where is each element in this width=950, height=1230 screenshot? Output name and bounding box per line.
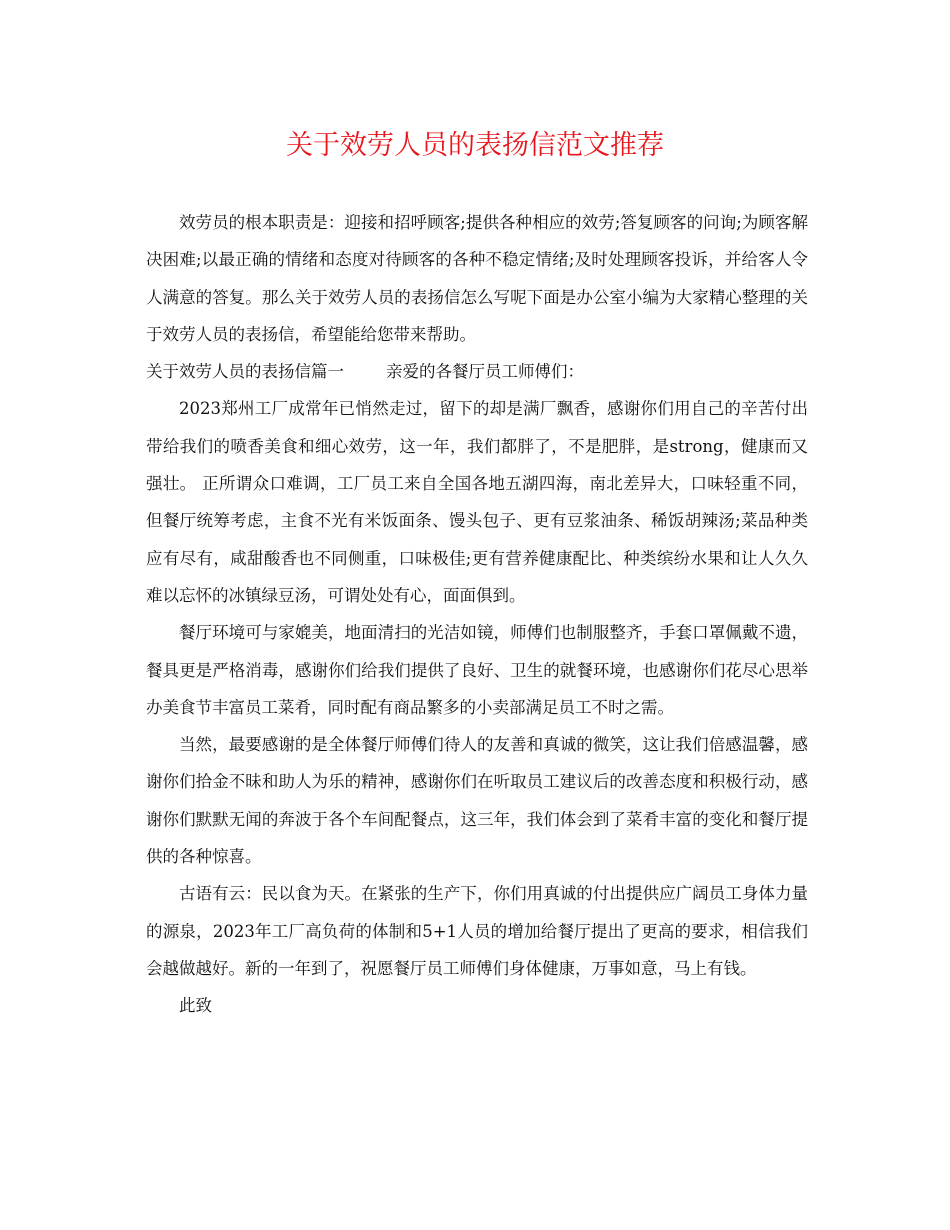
body-paragraph-3: 当然，最要感谢的是全体餐厅师傅们待人的友善和真诚的微笑，这让我们倍感温馨，感谢你们拾金不昧和助人为乐的精神，感谢你们在听取员工建议后的改善态度和积极行动，感谢你们默默无闻的奔波于各个车间配餐点，这三年，我们体会到了菜肴丰富的变化和餐厅提供的各种惊喜。: [146, 735, 808, 867]
document-body: [146, 204, 808, 1025]
section-heading: 关于效劳人员的表扬信篇一: [146, 362, 344, 382]
document-title: 关于效劳人员的表扬信范文推荐: [286, 130, 664, 161]
intro-paragraph: 效劳员的根本职责是：迎接和招呼顾客;提供各种相应的效劳;答复顾客的问询;为顾客解决困难;以最正确的情绪和态度对待顾客的各种不稳定情绪;及时处理顾客投诉，并给客人令人满意的答复。那么关于效劳人员的表扬信怎么写呢下面是办公室小编为大家精心整理的关于效劳人员的表扬信，希望能给您带来帮助。: [146, 213, 808, 344]
closing-line: 此致: [179, 996, 212, 1016]
salutation: 亲爱的各餐厅员工师傅们：: [386, 362, 584, 382]
body-paragraph-4: 古语有云：民以食为天。在紧张的生产下，你们用真诚的付出提供应广阔员工身体力量的源泉，2023年工厂高负荷的体制和5+1人员的增加给餐厅提出了更高的要求，相信我们会越做越好。新的一年到了，祝愿餐厅员工师傅们身体健康，万事如意，马上有钱。: [146, 884, 808, 978]
body-paragraph-1: 2023郑州工厂成常年已悄然走过，留下的却是满厂飘香，感谢你们用自己的辛苦付出带给我们的喷香美食和细心效劳，这一年，我们都胖了，不是肥胖，是strong，健康而又强壮。 正所谓众口难调，工厂员工来自全国各地五湖四海，南北差异大，口味轻重不同，但餐厅统筹考虑，主食不光有米饭面条、馒头包子、更有豆浆油条、稀饭胡辣汤;菜品种类应有尽有，咸甜酸香也不同侧重，口味极佳;更有营养健康配比、种类缤纷水果和让人久久难以忘怀的冰镇绿豆汤，可谓处处有心，面面俱到。: [146, 399, 808, 605]
section-heading-line: [146, 353, 808, 390]
body-paragraph-2: 餐厅环境可与家媲美，地面清扫的光洁如镜，师傅们也制服整齐，手套口罩佩戴不遗，餐具更是严格消毒，感谢你们给我们提供了良好、卫生的就餐环境，也感谢你们花尽心思举办美食节丰富员工菜肴，同时配有商品繁多的小卖部满足员工不时之需。: [146, 623, 808, 717]
